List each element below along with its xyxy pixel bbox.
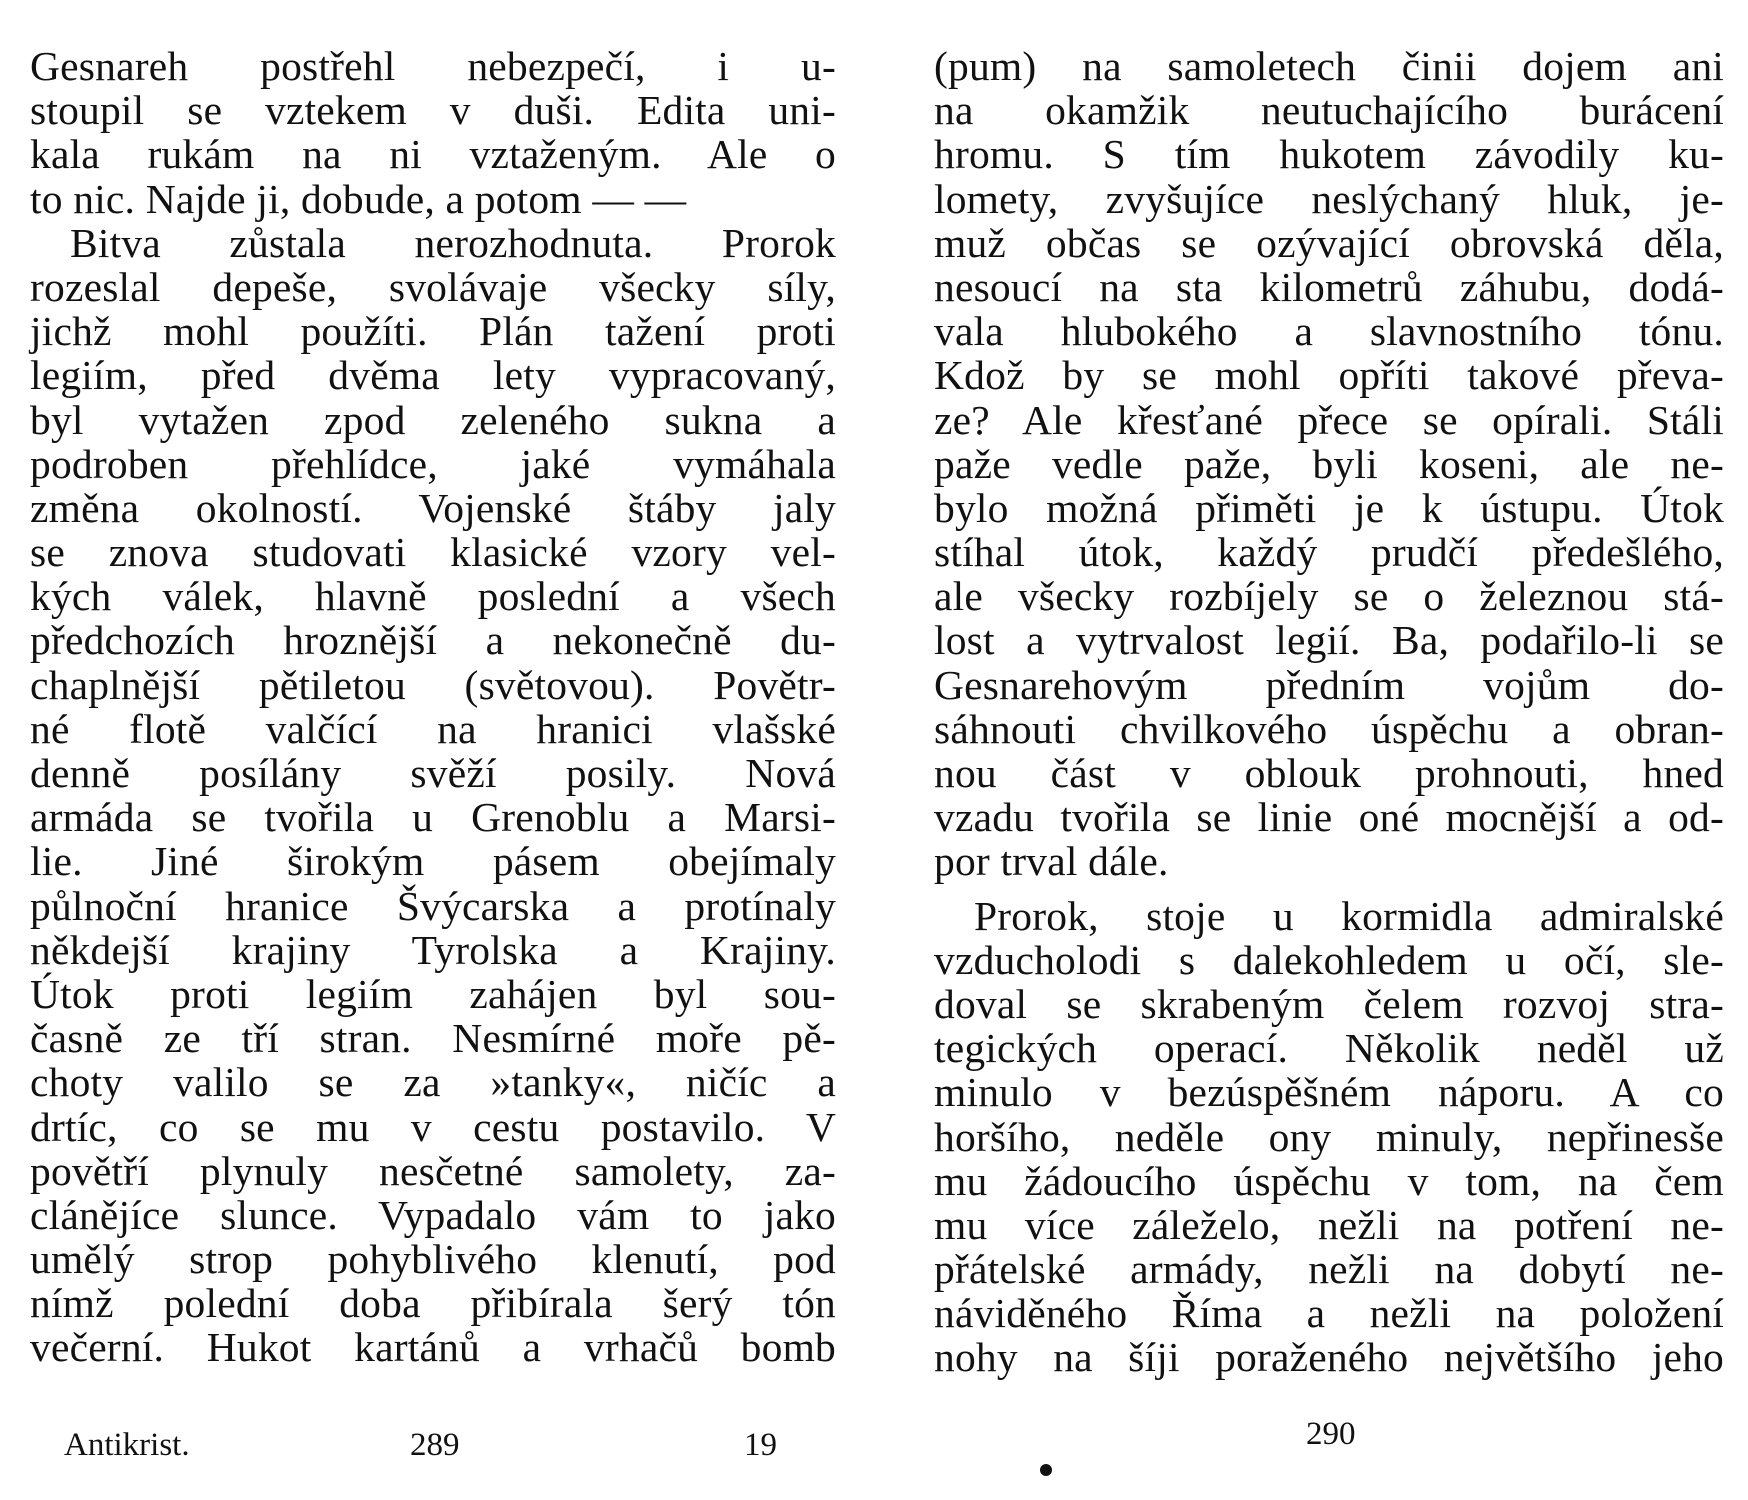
text-line: paže vedle paže, byli koseni, ale ne- [934,440,1724,487]
text-line: povětří plynuly nesčetné samolety, za- [30,1147,836,1194]
text-line: ale všecky rozbíjely se o železnou stá- [934,573,1724,620]
text-line: tegických operací. Několik neděl už [934,1025,1724,1072]
text-line: to nic. Najde ji, dobude, a potom — — [30,175,687,222]
text-line: né flotě valčící na hranici vlašské [30,705,836,752]
text-line: stíhal útok, každý prudčí předešlého, [934,529,1724,576]
text-line: bylo možná přiměti je k ústupu. Útok [934,484,1724,531]
text-line: Útok proti legiím zahájen byl sou- [30,970,836,1017]
text-line: kala rukám na ni vztaženým. Ale o [30,131,836,178]
page-number-right: 290 [1306,1416,1356,1452]
text-line: půlnoční hranice Švýcarska a protínaly [30,882,836,929]
text-line: Kdož by se mohl opříti takové převa- [934,352,1724,399]
text-line: Bitva zůstala nerozhodnuta. Prorok [70,219,836,266]
text-line: nou část v oblouk prohnouti, hned [934,750,1724,796]
text-line: se znova studovati klasické vzory vel- [30,529,836,576]
text-line: (pum) na samoletech činii dojem ani [934,43,1724,89]
left-text-column [30,44,836,1370]
text-line: na okamžik neutuchajícího burácení [934,87,1724,134]
right-text-column [934,44,1724,1380]
text-line: změna okolností. Vojenské štáby jaly [30,484,836,531]
text-line: vala hlubokého a slavnostního tónu. [934,308,1724,355]
text-line: Gesnarehovým předním vojům do- [934,661,1724,708]
text-line: muž občas se ozývající obrovská děla, [934,219,1724,266]
text-line: někdejší krajiny Tyrolska a Krajiny. [30,926,836,973]
text-line: drtíc, co se mu v cestu postavilo. V [30,1103,836,1150]
text-line: umělý strop pohyblivého klenutí, pod [30,1236,836,1283]
text-line: jichž mohl použíti. Plán tažení proti [30,308,836,355]
text-line: nímž polední doba přibírala šerý tón [30,1280,836,1327]
text-line: legiím, před dvěma lety vypracovaný, [30,352,836,399]
text-line: lost a vytrvalost legií. Ba, podařilo-li se [934,617,1724,664]
text-line: podroben přehlídce, jaké vymáhala [30,440,836,487]
text-line: kých válek, hlavně poslední a všech [30,573,836,620]
text-line: vzadu tvořila se linie oné mocnější a od- [934,794,1724,841]
page-number-left: 289 [410,1427,460,1463]
text-line: byl vytažen zpod zeleného sukna a [30,396,836,443]
text-line: lomety, zvyšujíce neslýchaný hluk, je- [934,175,1724,222]
text-line: nesoucí na sta kilometrů záhubu, dodá- [934,263,1724,310]
text-line: předchozích hroznější a nekonečně du- [30,617,836,664]
text-line: mu více záleželo, nežli na potření ne- [934,1201,1724,1248]
text-line: hromu. S tím hukotem závodily ku- [934,131,1724,178]
text-line: por trval dále. [934,838,1169,885]
text-line: mu žádoucího úspěchu v tom, na čem [934,1157,1724,1204]
running-footer-title: Antikrist. [64,1427,190,1463]
text-line: sáhnouti chvilkového úspěchu a obran- [934,705,1724,752]
ink-dot [1040,1464,1052,1476]
text-line: náviděného Říma a nežli na položení [934,1290,1724,1337]
text-line: Gesnareh postřehl nebezpečí, i u- [30,43,836,89]
text-line: doval se skrabeným čelem rozvoj stra- [934,980,1724,1027]
text-line: ze? Ale křesťané přece se opírali. Stáli [934,396,1724,443]
text-line: denně posílány svěží posily. Nová [30,750,836,796]
text-line: stoupil se vztekem v duši. Edita uni- [30,87,836,134]
text-line: Prorok, stoje u kormidla admiralské [974,892,1724,939]
text-line: chaplnější pětiletou (světovou). Povětr- [30,661,836,708]
text-line: časně ze tří stran. Nesmírné moře pě- [30,1015,836,1062]
text-line: clánějíce slunce. Vypadalo vám to jako [30,1191,836,1238]
text-line: choty valilo se za »tanky«, ničíc a [30,1059,836,1106]
text-line: nohy na šíji poraženého největšího jeho [934,1334,1724,1381]
text-line: rozeslal depeše, svolávaje všecky síly, [30,263,836,310]
text-line: vzducholodi s dalekohledem u očí, sle- [934,936,1724,983]
text-line: přátelské armády, nežli na dobytí ne- [934,1246,1724,1293]
signature-mark: 19 [744,1427,777,1463]
text-line: minulo v bezúspěšném náporu. A co [934,1069,1724,1116]
text-line: večerní. Hukot kartánů a vrhačů bomb [30,1324,836,1371]
text-line: armáda se tvořila u Grenoblu a Marsi- [30,794,836,841]
right-page [874,0,1748,1500]
text-line: horšího, neděle ony minuly, nepřinesše [934,1113,1724,1160]
text-line: lie. Jiné širokým pásem obejímaly [30,838,836,885]
